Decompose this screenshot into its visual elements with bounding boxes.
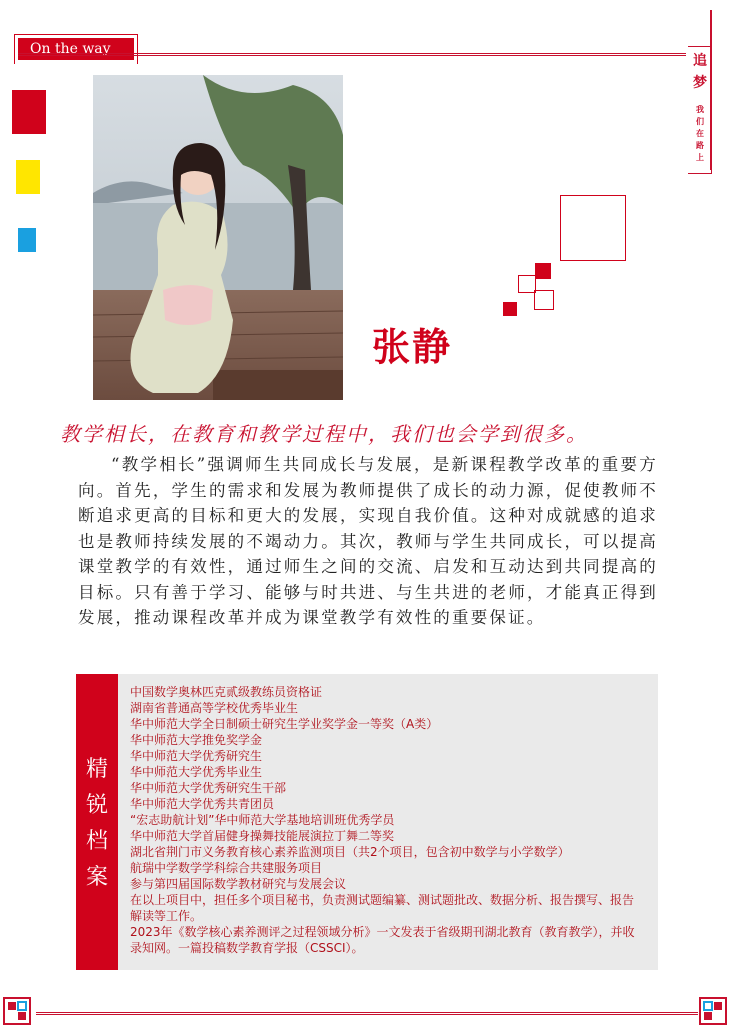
list-item: 2023年《数学核心素养测评之过程领域分析》一文发表于省级期刊湖北教育（教育教学），并收录知网。一篇投稿数学教育学报（CSSCI）。 bbox=[130, 925, 635, 955]
list-item: 华中师范大学优秀共青团员 bbox=[130, 797, 275, 811]
header-divider bbox=[18, 53, 686, 56]
list-item: 华中师范大学全日制硕士研究生学业奖学金一等奖（A类） bbox=[130, 717, 439, 731]
header-tag: On the way bbox=[18, 38, 134, 60]
corner-ornament-right bbox=[698, 996, 728, 1026]
decor-filled-square bbox=[535, 263, 551, 279]
list-item: 华中师范大学推免奖学金 bbox=[130, 733, 263, 747]
decor-outline-square-large bbox=[560, 195, 626, 261]
list-item: 在以上项目中，担任多个项目秘书，负责测试题编纂、测试题批改、数据分析、报告撰写、报告解读等工作。 bbox=[130, 893, 635, 923]
decor-yellow-square bbox=[16, 160, 40, 194]
decor-red-square bbox=[12, 90, 46, 134]
footer-divider bbox=[36, 1012, 698, 1015]
list-item: 湖北省荆门市义务教育核心素养监测项目（共2个项目，包含初中数学与小学数学） bbox=[130, 845, 570, 859]
decor-blue-square bbox=[18, 228, 36, 252]
right-subtitle: 我们在路上 bbox=[696, 105, 704, 162]
decor-outline-square bbox=[534, 290, 554, 310]
list-item: “宏志助航计划”华中师范大学基地培训班优秀学员 bbox=[130, 813, 395, 827]
list-item: 华中师范大学首届健身操舞技能展演拉丁舞二等奖 bbox=[130, 829, 395, 843]
profile-name: 张静 bbox=[372, 325, 453, 369]
profile-motto: 教学相长，在教育和教学过程中，我们也会学到很多。 bbox=[60, 422, 588, 446]
list-item: 参与第四届国际数学教材研究与发展会议 bbox=[130, 877, 347, 891]
corner-ornament-left bbox=[2, 996, 32, 1026]
list-item: 华中师范大学优秀毕业生 bbox=[130, 765, 263, 779]
profile-paragraph: “教学相长”强调师生共同成长与发展，是新课程教学改革的重要方向。首先，学生的需求和发展为教师提供了成长的动力源，促使教师不断追求更高的目标和更大的发展，实现自我价值。这种对成就感的追求也是教师持续发展的不竭动力。其次，教师与学生共同成长，可以提高课堂教学的有效性，通过师生之间的交流、启发和互动达到共同提高的目标。只有善于学习、能够与时共进、与生共进的老师，才能真正得到发展，推动课程改革并成为课堂教学有效性的重要保证。 bbox=[78, 455, 658, 627]
profile-photo bbox=[93, 75, 343, 400]
archive-list bbox=[130, 684, 645, 956]
list-item: 华中师范大学优秀研究生 bbox=[130, 749, 263, 763]
list-item: 湖南省普通高等学校优秀毕业生 bbox=[130, 701, 299, 715]
list-item: 中国数学奥林匹克贰级教练员资格证 bbox=[130, 685, 323, 699]
right-title: 追梦 bbox=[693, 53, 707, 91]
list-item: 华中师范大学优秀研究生干部 bbox=[130, 781, 287, 795]
decor-filled-square bbox=[503, 302, 517, 316]
archive-title: 精锐档案 bbox=[85, 757, 108, 890]
list-item: 航瑞中学数学学科综合共建服务项目 bbox=[130, 861, 323, 875]
